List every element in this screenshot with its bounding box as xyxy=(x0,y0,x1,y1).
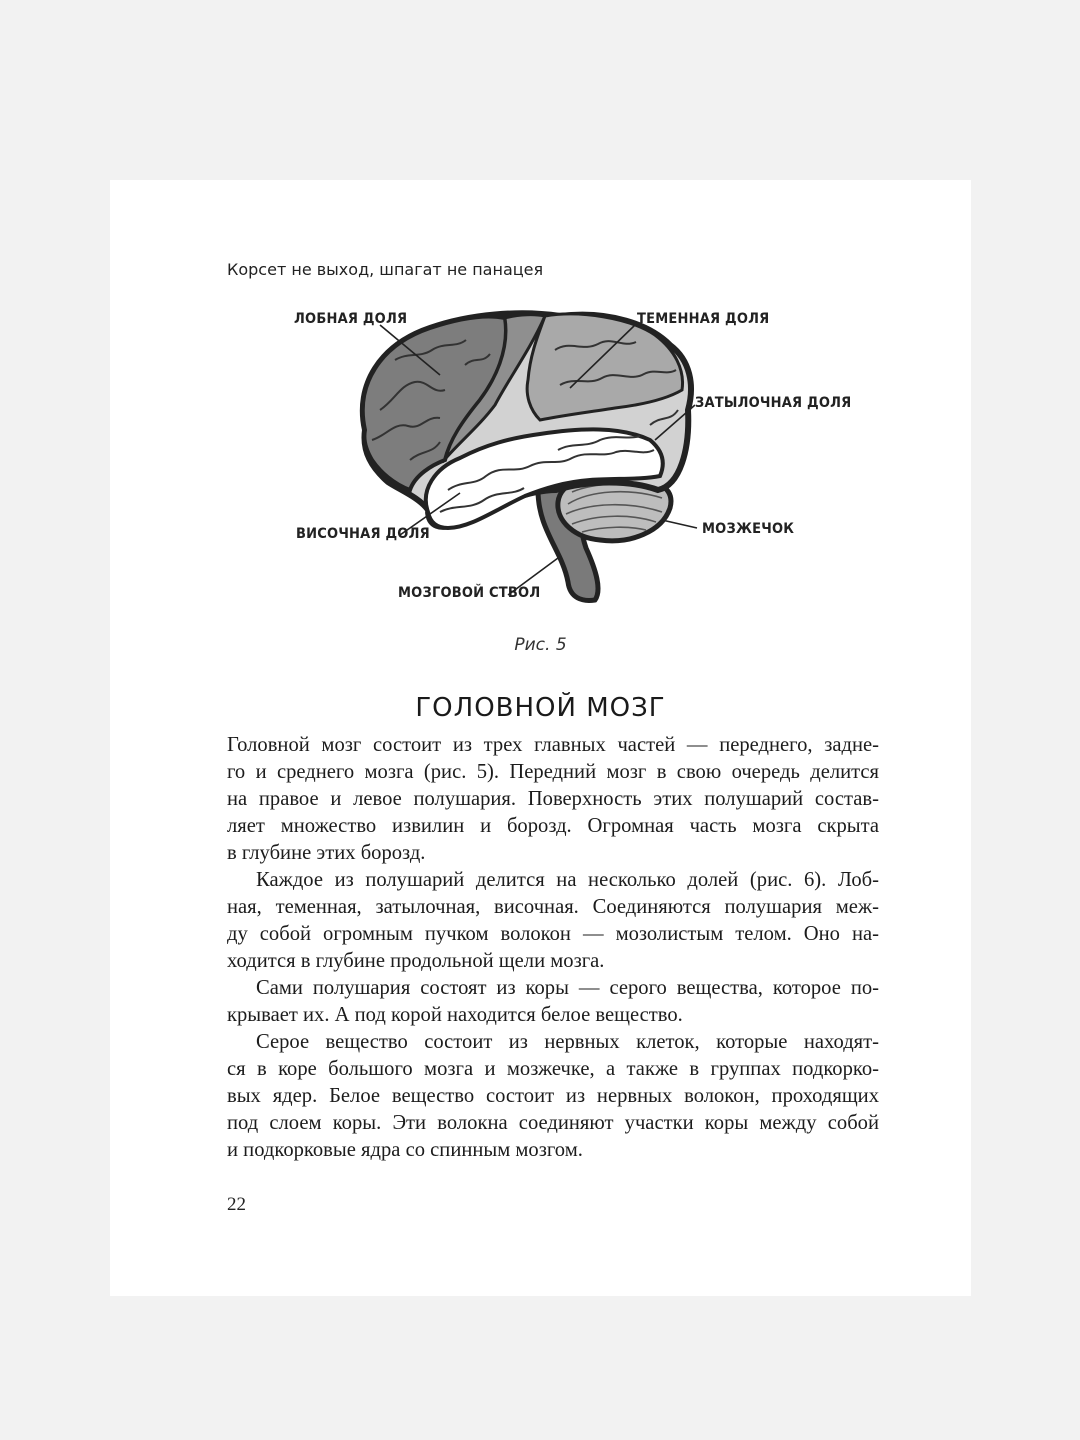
text-line: ся в коре большого мозга и мозжечке, а также в группах подкорко- xyxy=(227,1058,879,1080)
text-line: в глубине этих борозд. xyxy=(227,842,426,864)
label-cerebellum: МОЗЖЕЧОК xyxy=(702,521,795,537)
label-temporal-lobe: ВИСОЧНАЯ ДОЛЯ xyxy=(296,526,430,542)
page-number: 22 xyxy=(227,1194,246,1215)
text-line: Головной мозг состоит из трех главных частей — переднего, задне- xyxy=(227,734,879,756)
text-line: Каждое из полушарий делится на несколько долей (рис. 6). Лоб- xyxy=(256,869,879,891)
figure-caption: Рис. 5 xyxy=(514,635,567,655)
running-head: Корсет не выход, шпагат не панацея xyxy=(227,260,544,279)
label-brainstem: МОЗГОВОЙ СТВОЛ xyxy=(398,585,541,601)
paragraph xyxy=(227,1029,879,1164)
book-page xyxy=(110,180,971,1296)
brain-figure xyxy=(110,290,971,620)
paragraph xyxy=(227,732,879,867)
text-line: и подкорковые ядра со спинным мозгом. xyxy=(227,1139,583,1161)
text-line: ходится в глубине продольной щели мозга. xyxy=(227,950,605,972)
brain-illustration xyxy=(110,290,971,620)
text-line: ляет множество извилин и борозд. Огромная часть мозга скрыта xyxy=(227,815,879,837)
text-line: Сами полушария состоят из коры — серого вещества, которое по- xyxy=(256,977,879,999)
text-line: вых ядер. Белое вещество состоит из нервных волокон, проходящих xyxy=(227,1085,879,1107)
body-text xyxy=(227,732,879,1164)
label-occipital-lobe: ЗАТЫЛОЧНАЯ ДОЛЯ xyxy=(695,395,852,411)
text-line: ду собой огромным пучком волокон — мозолистым телом. Оно на- xyxy=(227,923,879,945)
label-frontal-lobe: ЛОБНАЯ ДОЛЯ xyxy=(294,311,408,327)
label-parietal-lobe: ТЕМЕННАЯ ДОЛЯ xyxy=(637,311,770,327)
text-line: крывает их. А под корой находится белое вещество. xyxy=(227,1004,683,1026)
section-heading: ГОЛОВНОЙ МОЗГ xyxy=(415,693,666,724)
text-line: на правое и левое полушария. Поверхность этих полушарий состав- xyxy=(227,788,879,810)
paragraph xyxy=(227,867,879,975)
text-line: Серое вещество состоит из нервных клеток, которые находят- xyxy=(256,1031,879,1053)
text-line: под слоем коры. Эти волокна соединяют участки коры между собой xyxy=(227,1112,879,1134)
text-line: го и среднего мозга (рис. 5). Передний мозг в свою очередь делится xyxy=(227,761,879,783)
text-line: ная, теменная, затылочная, височная. Соединяются полушария меж- xyxy=(227,896,879,918)
paragraph xyxy=(227,975,879,1029)
